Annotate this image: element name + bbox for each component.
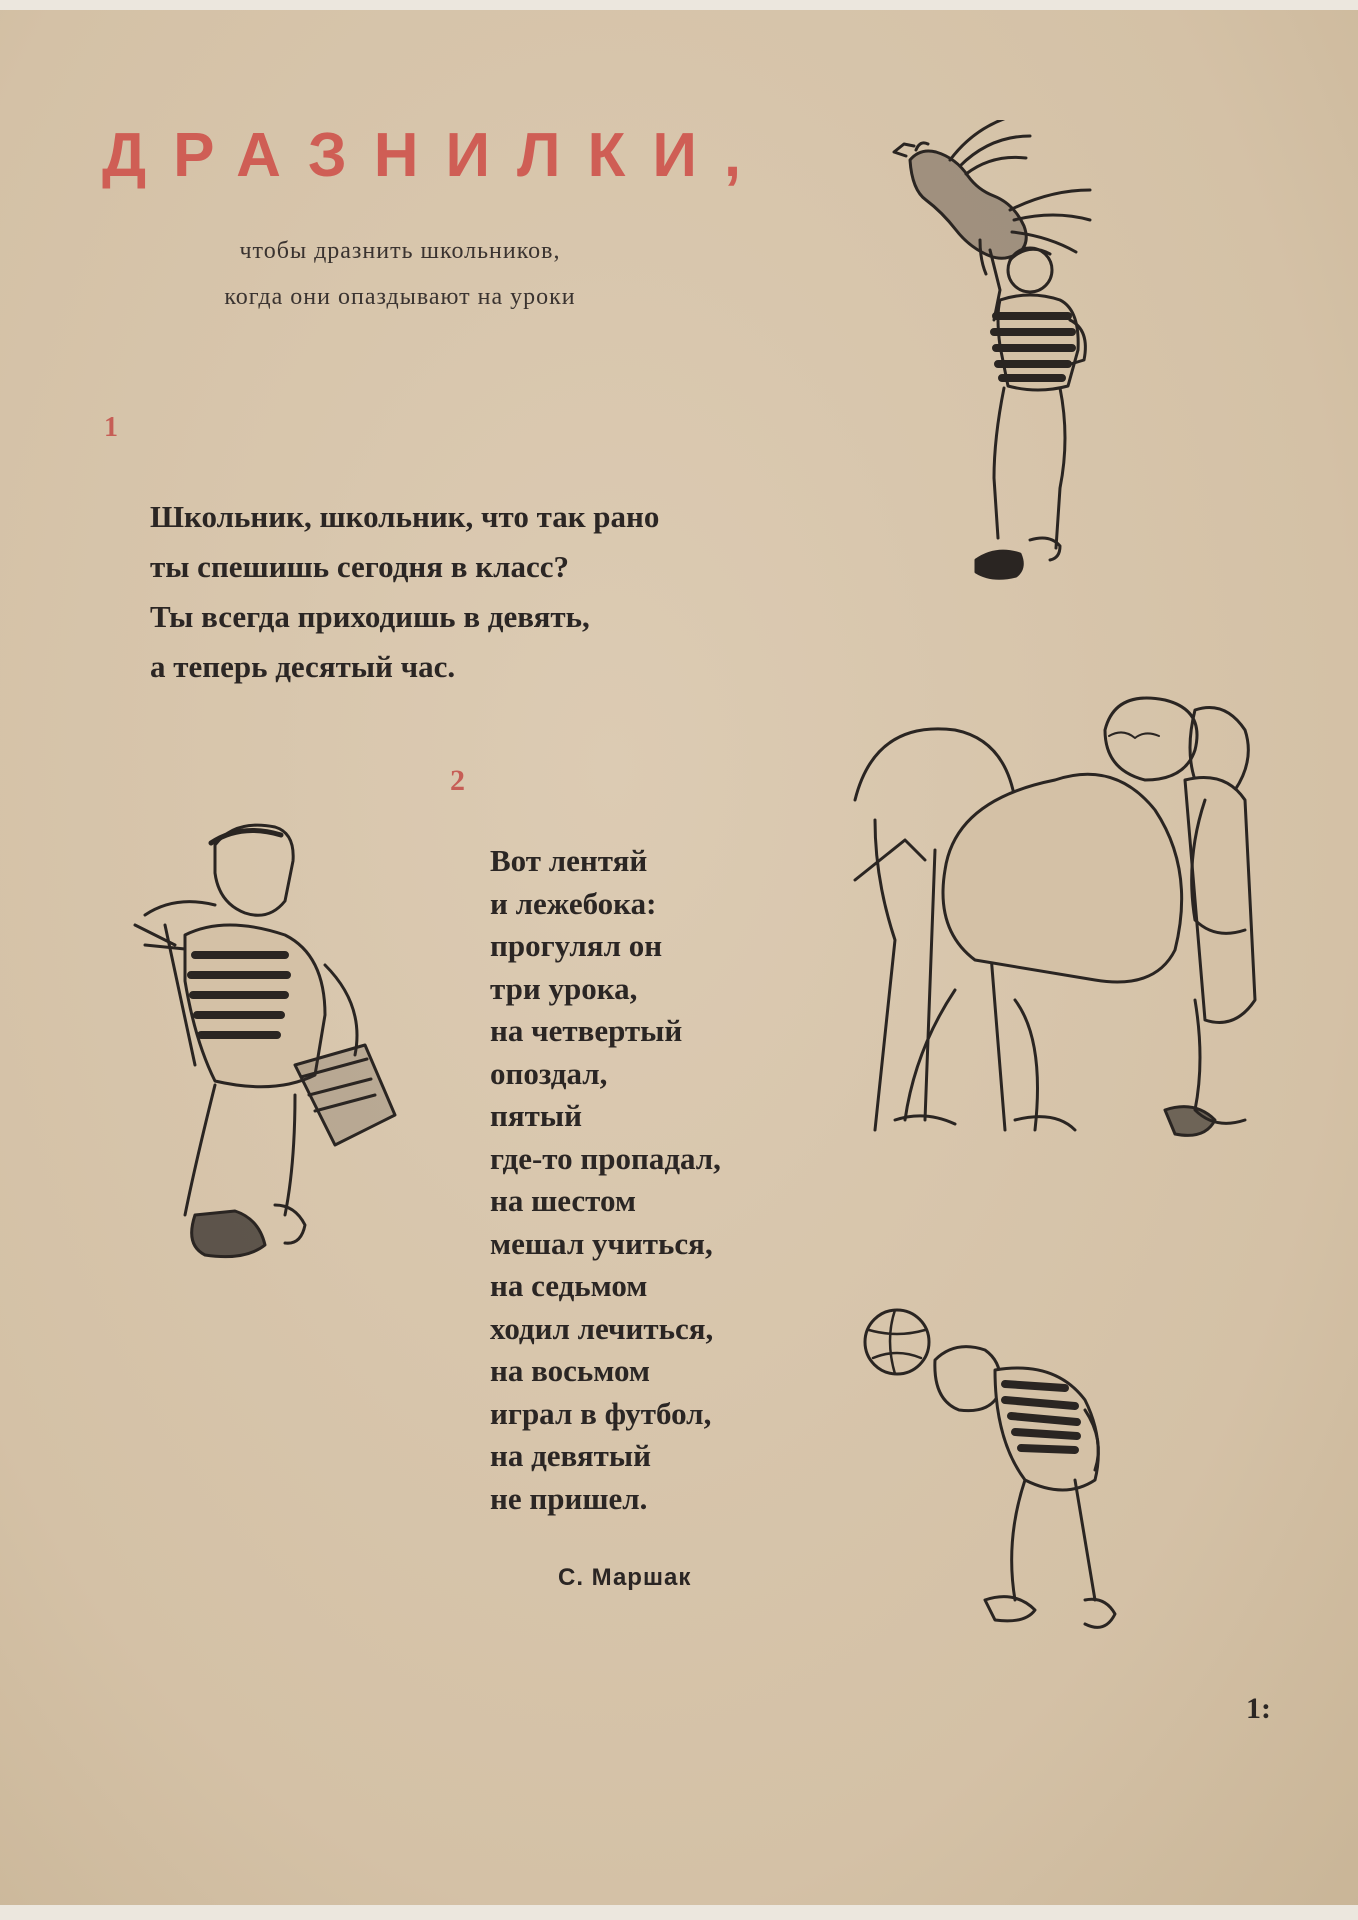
poem-1-line: а теперь десятый час. [150,649,456,684]
poem-2-line: и лежебока: [490,885,657,921]
author: С. Маршак [558,1564,692,1591]
poem-2-line: опоздал, [490,1055,608,1091]
poem-2-line: играл в футбол, [490,1395,712,1431]
poem-2-line: на седьмом [490,1268,648,1303]
poem-2-line: не пришел. [490,1480,648,1516]
poem-2-line: на восьмом [490,1353,651,1388]
poem-2-line: на четвертый [490,1013,683,1048]
poem-2-line: три урока, [490,970,638,1006]
subtitle [120,228,680,320]
poem-2-line: ходил лечиться, [490,1310,714,1346]
illustration-boy-with-rooster [880,120,1190,620]
poem-2-line: мешал учиться, [490,1225,713,1261]
subtitle-line-1: чтобы дразнить школьников, [239,238,561,264]
poem-1-line: Школьник, школьник, что так рано [150,499,660,534]
subtitle-line-2: когда они опаздывают на уроки [224,284,576,310]
page-number: 1: [1246,1692,1271,1725]
poem-2-line: где-то пропадал, [490,1140,721,1176]
poem-1-line: Ты всегда приходишь в девять, [150,599,590,634]
poem-2-number: 2 [450,764,465,797]
poem-1-number: 1 [104,412,118,443]
poem-2-line: на шестом [490,1183,637,1218]
poem-1 [150,492,659,692]
poem-1-line: ты спешишь сегодня в класс? [150,549,570,584]
illustration-boy-with-football [855,1300,1145,1670]
illustration-boy-with-briefcase [125,815,425,1295]
page-title: ДРАЗНИЛКИ, [102,121,769,190]
poem-2 [490,840,721,1520]
poem-2-line: Вот лентяй [490,843,648,878]
poem-2-line: на девятый [490,1438,651,1473]
page-edge-top [0,0,1358,10]
poem-2-line: прогулял он [490,928,663,963]
poem-2-line: пятый [490,1098,582,1133]
illustration-man-in-chair-with-boy [835,690,1265,1150]
page-edge-bottom [0,1905,1358,1920]
